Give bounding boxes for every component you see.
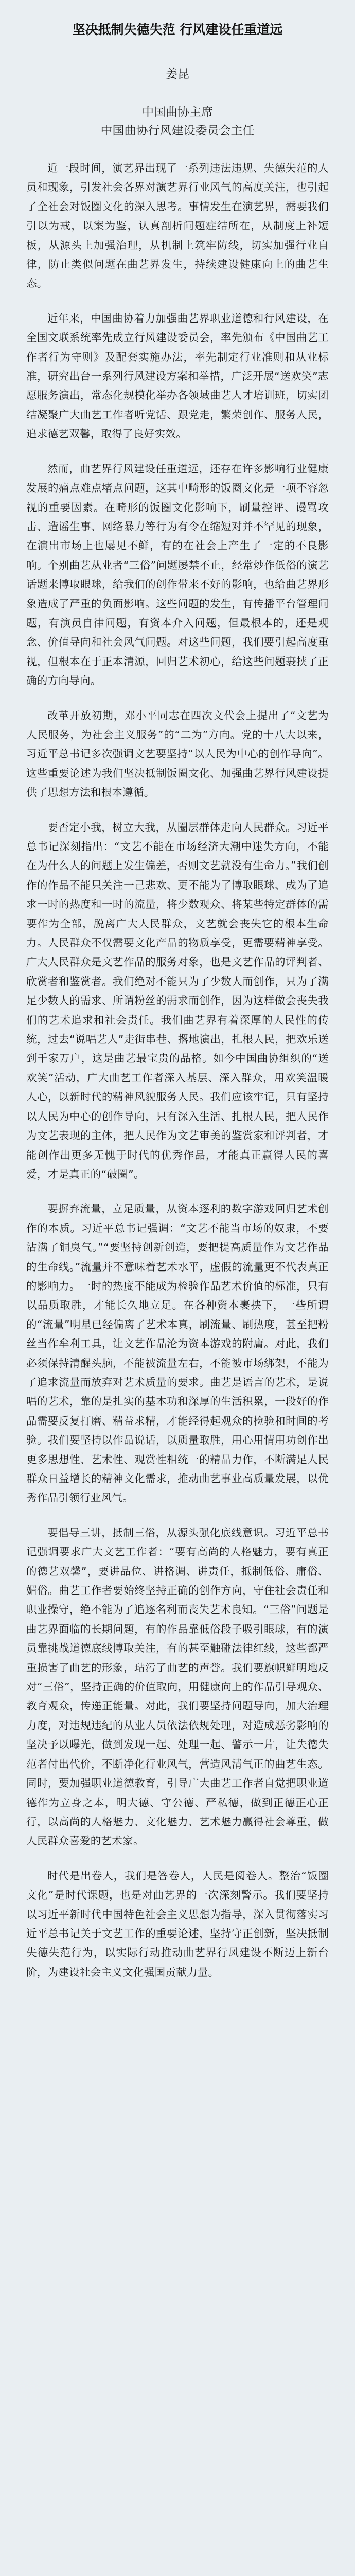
author-affiliations: [26, 103, 329, 140]
article-author: 姜昆: [166, 67, 189, 81]
article-body: [26, 159, 329, 1982]
author-affiliation: 中国曲协主席: [142, 106, 213, 119]
body-paragraph: 要倡导三讲，抵制三俗，从源头强化底线意识。习近平总书记强调要求广大文艺工作者：“要有高尚的人格魅力，要有真正的德艺双馨”，要讲品位、讲格调、讲责任，抵制低俗、庸俗、媚俗。曲艺工作者要始终坚持正确的创作方向，守住社会责任和职业操守，绝不能为了追逐名利而丧失艺术良知。“三俗”问题是曲艺界面临的长期问题，有的作品靠低俗段子吸引眼球，有的演员靠挑战道德底线博取关注，有的甚至触碰法律红线，这些都严重损害了曲艺的形象，玷污了曲艺的声誉。我们要旗帜鲜明地反对“三俗”，坚持正确的价值取向，用健康向上的作品引导观众、教育观众，传递正能量。对此，我们要坚持问题导向，加大治理力度，对违规违纪的从业人员依法依规处理，对造成恶劣影响的坚决予以曝光，做到发现一起、处理一起、警示一片，让失德失范者付出代价，不断净化行业风气，营造风清气正的曲艺生态。同时，要加强职业道德教育，引导广大曲艺工作者自觉把职业道德作为立身之本，明大德、守公德、严私德，做到正德正心正行，以高尚的人格魅力、文化魅力、艺术魅力赢得社会尊重，做人民群众喜爱的艺术家。: [26, 1526, 329, 1848]
body-paragraph: 然而，曲艺界行风建设任重道远，还存在许多影响行业健康发展的痛点难点堵点问题，这其中畸形的饭圈文化是一项不容忽视的重要因素。在畸形的饭圈文化影响下，刷量控评、谩骂攻击、造谣生事、网络暴力等行为有令在缩短对并不罕见的现象，在演出市场上也屡见不鲜，有的在社会上产生了一定的不良影响。个别曲艺从业者“三俗”问题屡禁不止，经常炒作低俗的演艺话题来博取眼球，给我们的创作带来不好的影响，也给曲艺界形象造成了严重的负面影响。这些问题的发生，有传播平台管理问题，有演员自律问题，有资本介入问题，但最根本的，还是观念、价值导向和社会风气问题。对这些问题，我们要引起高度重视，但根本在于正本清源，回归艺术初心，给这些问题裹挟了正确的方向导向。: [26, 462, 329, 687]
body-paragraph: 近年来，中国曲协着力加强曲艺界职业道德和行风建设，在全国文联系统率先成立行风建设委员会，率先颁布《中国曲艺工作者行为守则》及配套实施办法，率先制定行业准则和从业标准，研究出台一系列行风建设方案和举措，广泛开展“送欢笑”志愿服务演出，常态化规模化举办各领域曲艺人才培训班，切实团结凝聚广大曲艺工作者听党话、跟党走，繁荣创作、服务人民，追求德艺双馨，取得了良好实效。: [26, 312, 329, 440]
body-paragraph: 要摒弃流量，立足质量，从资本逐利的数字游戏回归艺术创作的本质。习近平总书记强调：“文艺不能当市场的奴隶，不要沾满了铜臭气。”“要坚持创新创造，要把提高质量作为文艺作品的生命线。”流量并不意味着艺术水平，虚假的流量更不代表真正的影响力。一时的热度不能成为检验作品艺术价值的标准，只有以品质取胜，才能长久地立足。在各种资本裹挟下，一些所谓的“流量”明星已经偏离了艺术本真，刷流量、刷热度，甚至把粉丝当作牟利工具，让文艺作品沦为资本游戏的附庸。对此，我们必须保持清醒头脑，不能被流量左右，不能被市场绑架，不能为了追求流量而放弃对艺术质量的要求。曲艺是语言的艺术，是说唱的艺术，靠的是扎实的基本功和深厚的生活积累，一段好的作品需要反复打磨、精益求精，才能经得起观众的检验和时间的考验。我们要坚持以作品说话，以质量取胜，用心用情用功创作出更多思想性、艺术性、观赏性相统一的精品力作，不断满足人民群众日益增长的精神文化需求，推动曲艺事业高质量发展，以优秀作品引领行业风气。: [26, 1202, 329, 1504]
body-paragraph: 近一段时间，演艺界出现了一系列违法违规、失德失范的人员和现象，引发社会各界对演艺界行业风气的高度关注，也引起了全社会对饭圈文化的深入思考。事情发生在演艺界，需要我们引以为戒，以案为鉴，认真剖析问题症结所在，从制度上补短板，从源头上加强治理，从机制上筑牢防线，切实加强行业自律，防止类似问题在曲艺界发生，持续建设健康向上的曲艺生态。: [26, 162, 329, 290]
body-paragraph: 要否定小我，树立大我，从圈层群体走向人民群众。习近平总书记深刻指出：“文艺不能在市场经济大潮中迷失方向，不能在为什么人的问题上发生偏差，否则文艺就没有生命力。”我们创作的作品不能只关注一己悲欢、更不能为了博取眼球、成为了追求一时的热度和一时的流量，将少数观众、将某些特定群体的需要作为全部，脱离广大人民群众，文艺就会丧失它的根本生命力。人民群众不仅需要文化产品的物质享受，更需要精神享受。广大人民群众是文艺作品的服务对象，也是文艺作品的评判者、欣赏者和鉴赏者。我们绝对不能只为了少数人而创作，只为了满足少数人的需求、所谓粉丝的需求而创作，因为这样做会丧失我们的艺术追求和社会责任。我们曲艺界有着深厚的人民性的传统，过去“说唱艺人”走街串巷、撂地演出，扎根人民，把欢乐送到千家万户，这是曲艺最宝贵的品格。如今中国曲协组织的“送欢笑”活动，广大曲艺工作者深入基层、深入群众，用欢笑温暖人心，以新时代的精神风貌服务人民。我们应该牢记，只有坚持以人民为中心的创作导向，只有深入生活、扎根人民，把人民作为文艺表现的主体，把人民作为文艺审美的鉴赏家和评判者，才能创作出更多无愧于时代的优秀作品，才能真正赢得人民的喜爱，才是真正的“破圈”。: [26, 821, 329, 1180]
body-paragraph: 时代是出卷人，我们是答卷人，人民是阅卷人。整治“饭圈文化”是时代课题，也是对曲艺界的一次深刻警示。我们要坚持以习近平新时代中国特色社会主义思想为指导，深入贯彻落实习近平总书记关于文艺工作的重要论述，坚持守正创新，坚决抵制失德失范行为，以实际行动推动曲艺界行风建设不断迈上新台阶，为建设社会主义文化强国贡献力量。: [26, 1869, 329, 1978]
body-paragraph: 改革开放初期，邓小平同志在四次文代会上提出了“文艺为人民服务，为社会主义服务”的“二为”方向。党的十八大以来，习近平总书记多次强调文艺要坚持“以人民为中心的创作导向”。这些重要论述为我们坚决抵制饭圈文化、加强曲艺界行风建设提供了思想方法和根本遵循。: [26, 709, 329, 799]
author-affiliation: 中国曲协行风建设委员会主任: [100, 124, 255, 138]
article-title: 坚决抵制失德失范 行风建设任重道远: [72, 22, 283, 37]
